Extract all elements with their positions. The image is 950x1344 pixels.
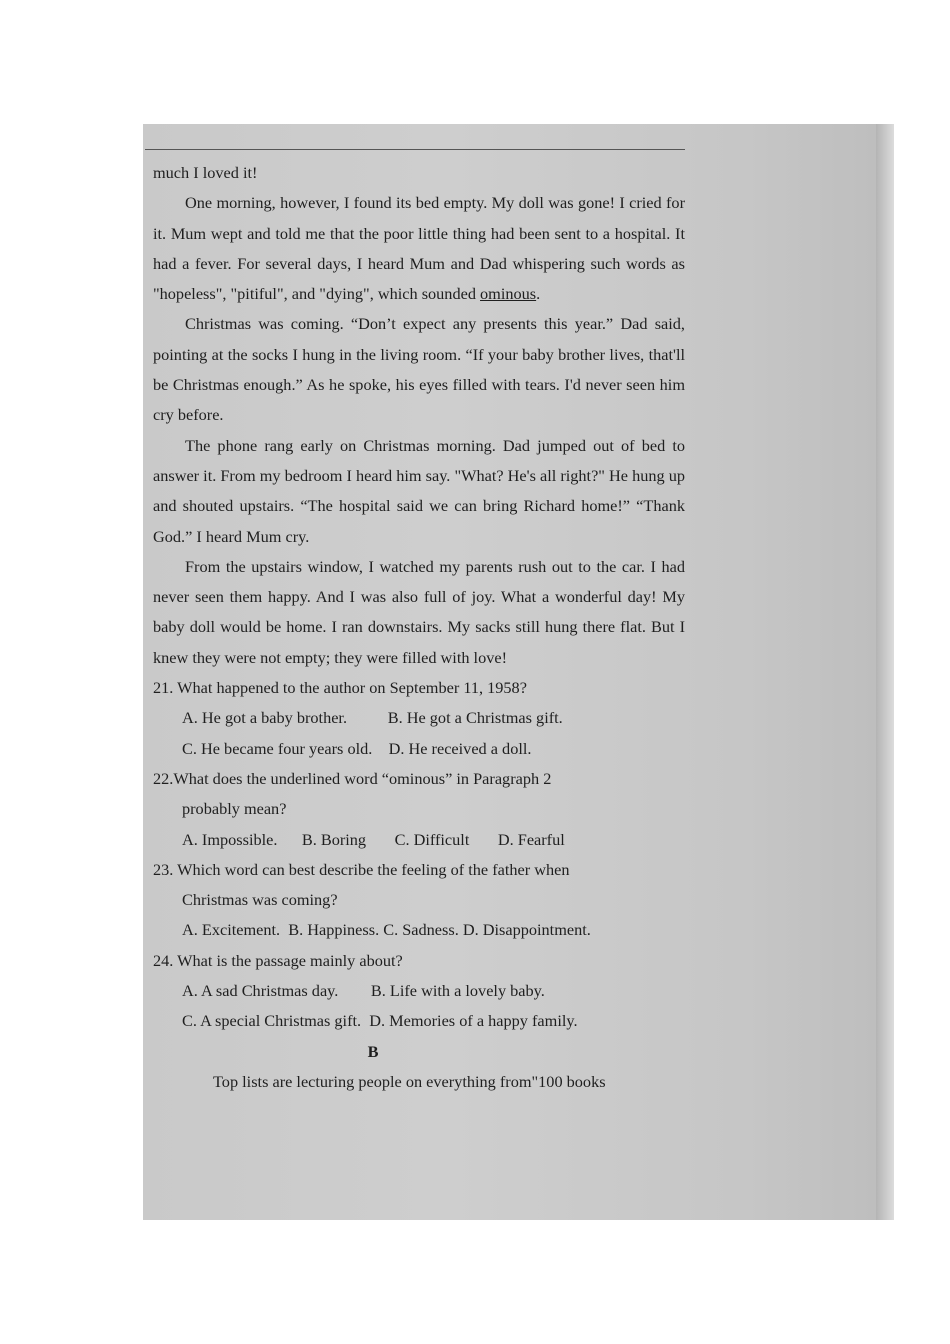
option-d: D. Fearful (497, 829, 565, 849)
question-24: 24. What is the passage mainly about? (153, 950, 403, 970)
option-a: A. Impossible. (182, 829, 278, 849)
underlined-word: ominous (480, 284, 537, 304)
question-21-options-row-2 (153, 734, 685, 764)
section-b-heading: B (367, 1041, 379, 1061)
question-23-continuation: Christmas was coming? (182, 890, 338, 910)
header-rule (145, 149, 685, 150)
option-d: D. Memories of a happy family. (369, 1011, 578, 1031)
option-b: B. Happiness. (288, 920, 380, 940)
document-text (153, 158, 685, 1097)
question-24-options-row-2 (153, 1006, 685, 1036)
question-22-continuation: probably mean? (182, 799, 287, 819)
section-b-first-line: Top lists are lecturing people on everything from"100 books (213, 1071, 606, 1091)
paragraph-2: One morning, however, I found its bed empty. My doll was gone! I cried for it. Mum wept and told me that the poor little thing had been sent to a hospital. It had a fever. For several days, I heard Mum and Dad whispering such words as "hopeless", "pitiful", and "dying", which sounded ominous. (153, 193, 685, 304)
option-c: C. Sadness. (383, 920, 459, 940)
question-22: 22.What does the underlined word “ominous” in Paragraph 2 (153, 768, 552, 788)
option-b: B. He got a Christmas gift. (387, 708, 563, 728)
paragraph-5: From the upstairs window, I watched my parents rush out to the car. I had never seen them happy. And I was also full of joy. What a wonderful day! My baby doll would be home. I ran downstairs. My sacks still hung there flat. But I knew they were not empty; they were filled with love! (153, 556, 685, 667)
question-22-options (153, 825, 685, 855)
question-24-options-row-1 (153, 976, 685, 1006)
question-23-options (153, 915, 685, 945)
option-a: A. A sad Christmas day. (182, 981, 339, 1001)
paragraph-4: The phone rang early on Christmas morning. Dad jumped out of bed to answer it. From my bedroom I heard him say. "What? He's all right?" He hung up and shouted upstairs. “The hospital said we can bring Richard home!” “Thank God.” I heard Mum cry. (153, 435, 685, 546)
option-a: A. He got a baby brother. (182, 708, 348, 728)
page-edge-shadow (876, 124, 894, 1220)
option-d: D. Disappointment. (462, 920, 591, 940)
question-21-options-row-1 (153, 703, 685, 733)
paragraph-3: Christmas was coming. “Don’t expect any presents this year.” Dad said, pointing at the socks I hung in the living room. “If your baby brother lives, that'll be Christmas enough.” As he spoke, his eyes filled with tears. I'd never seen him cry before. (153, 314, 685, 425)
question-21: 21. What happened to the author on September 11, 1958? (153, 678, 527, 698)
option-b: B. Life with a lovely baby. (370, 981, 545, 1001)
option-d: D. He received a doll. (388, 738, 532, 758)
question-23: 23. Which word can best describe the feeling of the father when (153, 859, 570, 879)
option-c: C. He became four years old. (182, 738, 373, 758)
option-b: B. Boring (301, 829, 367, 849)
option-c: C. A special Christmas gift. (182, 1011, 362, 1031)
passage-fragment: much I loved it! (153, 163, 258, 182)
option-a: A. Excitement. (182, 920, 281, 940)
option-c: C. Difficult (394, 829, 470, 849)
